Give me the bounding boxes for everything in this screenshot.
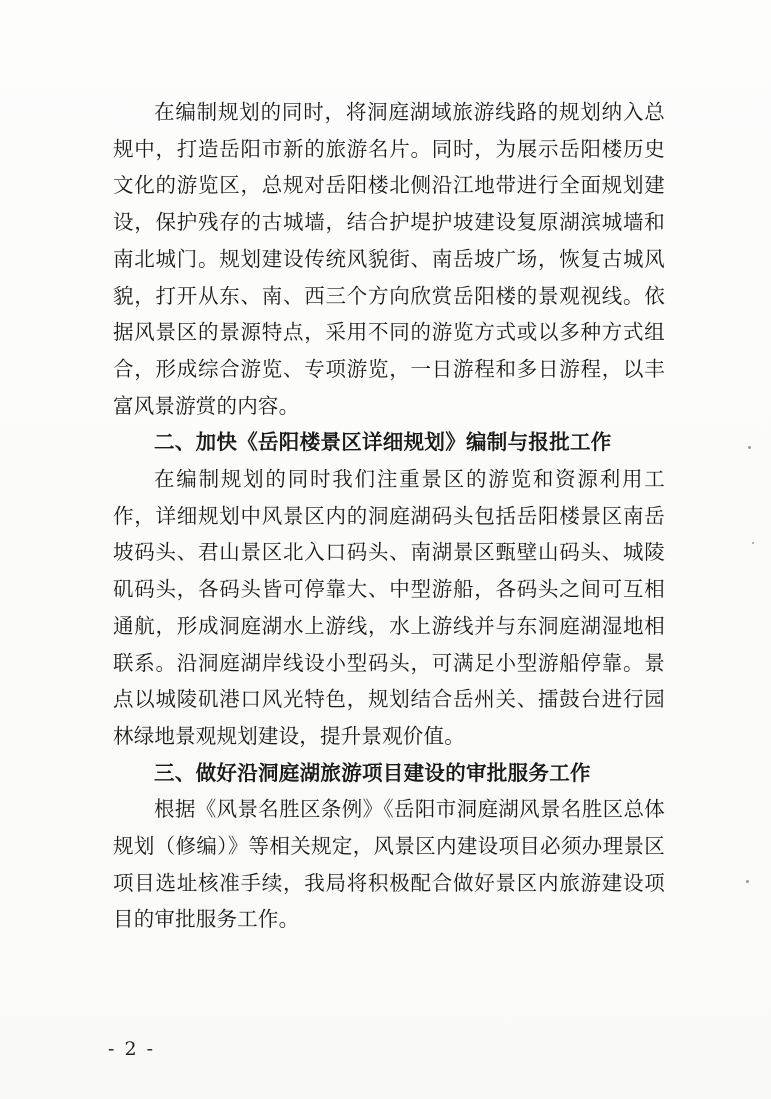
scan-speck	[748, 446, 751, 449]
section-heading-approval-service: 三、做好沿洞庭湖旅游项目建设的审批服务工作	[154, 760, 591, 785]
page-number: - 2 -	[108, 1038, 156, 1060]
document-body	[113, 94, 665, 938]
paragraph-wharf-planning: 在编制规划的同时我们注重景区的游览和资源利用工作，详细规划中风景区内的洞庭湖码头包括岳阳楼景区南岳坡码头、君山景区北入口码头、南湖景区甄壁山码头、城陵矶码头，各码头皆可停靠大、中型游船，各码头之间可互相通航，形成洞庭湖水上游线，水上游线并与东洞庭湖湿地相联系。沿洞庭湖岸线设小型码头，可满足小型游船停靠。景点以城陵矶港口风光特色，规划结合岳州关、擂鼓台进行园林绿地景观规划建设，提升景观价值。	[113, 467, 665, 748]
paragraph-regulations: 根据《风景名胜区条例》《岳阳市洞庭湖风景名胜区总体规划（修编）》等相关规定，风景区内建设项目必须办理景区项目选址核准手续，我局将积极配合做好景区内旅游建设项目的审批服务工作。	[113, 797, 665, 932]
paragraph-planning-scope: 在编制规划的同时，将洞庭湖域旅游线路的规划纳入总规中，打造岳阳市新的旅游名片。同时，为展示岳阳楼历史文化的游览区，总规对岳阳楼北侧沿江地带进行全面规划建设，保护残存的古城墙，结合护堤护坡建设复原湖滨城墙和南北城门。规划建设传统风貌街、南岳坡广场，恢复古城风貌，打开从东、南、西三个方向欣赏岳阳楼的景观视线。依据风景区的景源特点，采用不同的游览方式或以多种方式组合，形成综合游览、专项游览，一日游程和多日游程，以丰富风景游赏的内容。	[113, 100, 665, 418]
scan-speck	[752, 542, 754, 544]
scan-speck	[746, 880, 749, 883]
section-heading-detailed-plan: 二、加快《岳阳楼景区详细规划》编制与报批工作	[154, 430, 612, 455]
